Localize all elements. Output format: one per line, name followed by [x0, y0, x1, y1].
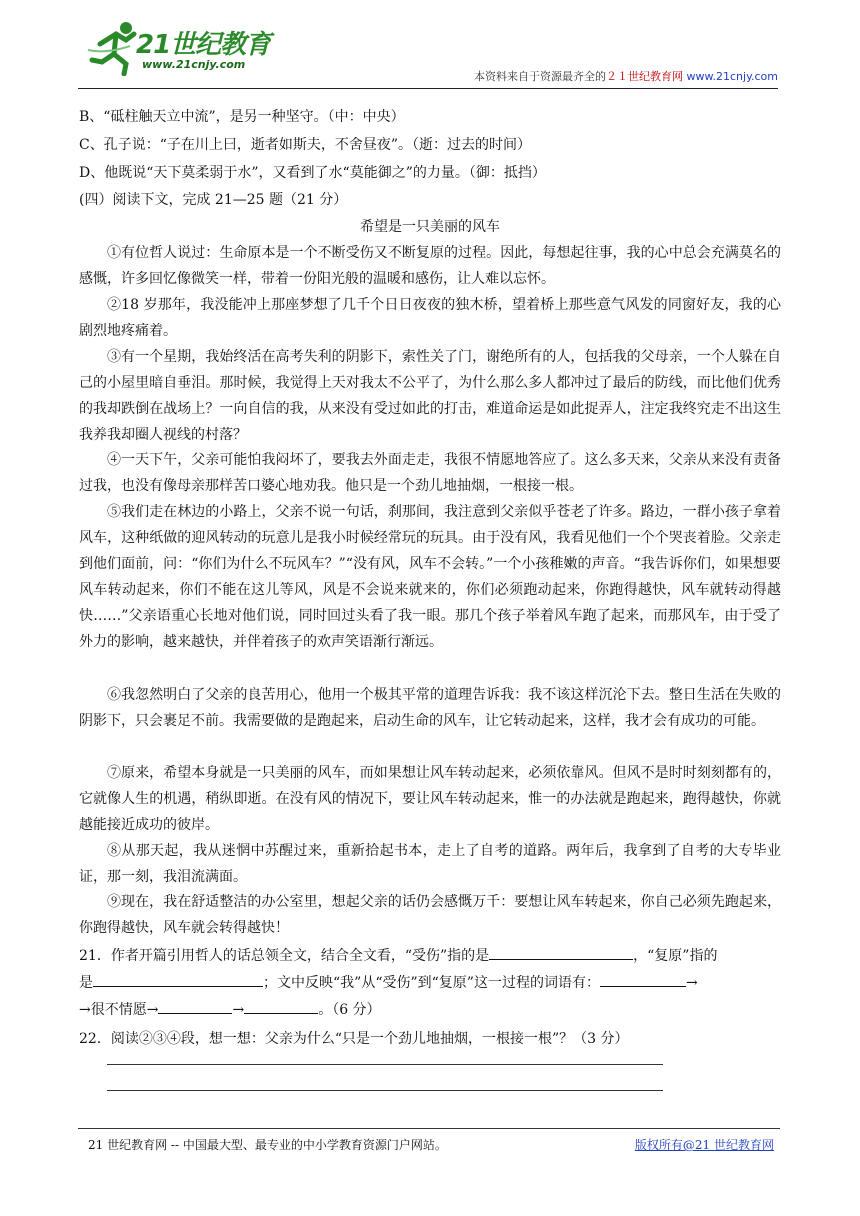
header-note-prefix: 本资料来自于资源最齐全的: [474, 70, 607, 83]
q21-text-g: 。（6 分）: [318, 1002, 381, 1018]
q21-blank-word-3[interactable]: [244, 999, 318, 1014]
q21-line-2: [79, 972, 698, 992]
q21-text-b: ，“复原”指的: [633, 948, 718, 964]
option-b: B、“砥柱触天立中流”，是另一种坚守。（中：中央）: [79, 109, 405, 125]
footer-copyright-link[interactable]: 版权所有@21 世纪教育网: [634, 1138, 774, 1152]
runner-logo-icon: [86, 20, 142, 76]
article-title: 希望是一只美丽的风车: [360, 219, 500, 235]
q22-question: 22．阅读②③④段，想一想：父亲为什么“只是一个劲儿地抽烟，一根接一根”？（3 分）: [79, 1031, 629, 1047]
paragraph-2: ②18 岁那年，我没能冲上那座梦想了几千个日日夜夜的独木桥，望着桥上那些意气风发的同窗好友，我的心剧烈地疼痛着。: [79, 297, 781, 339]
header-divider: [78, 88, 778, 89]
page-header: [78, 18, 778, 88]
q21-text-a: 21．作者开篇引用哲人的话总领全文，结合全文看，“受伤”指的是: [79, 948, 490, 964]
paragraph-9: ⑨现在，我在舒适整洁的办公室里，想起父亲的话仍会感慨万千：要想让风车转起来，你自己必须先跑起来，你跑得越快，风车就会转得越快！: [79, 894, 781, 936]
header-note-url[interactable]: www.21cnjy.com: [686, 70, 778, 83]
logo-url: www.21cnjy.com: [142, 58, 246, 71]
q21-line-1: [79, 945, 717, 965]
q21-text-c: 是: [79, 975, 93, 991]
footer-site-description: 21 世纪教育网 -- 中国最大型、最专业的中小学教育资源门户网站。: [88, 1138, 447, 1152]
paragraph-3: ③有一个星期，我始终活在高考失利的阴影下，索性关了门，谢绝所有的人，包括我的父母亲，一个人躲在自己的小屋里暗自垂泪。那时候，我觉得上天对我太不公平了，为什么那么多人都冲过了最后的防线，而比他们优秀的我却跌倒在战场上？一向自信的我，从来没有受过如此的打击，难道命运是如此捉弄人，注定我终究走不出这生我养我却圈人视线的村落？: [79, 349, 781, 443]
option-d: D、他既说“天下莫柔弱于水”，又看到了水“莫能御之”的力量。（御：抵挡）: [79, 165, 546, 181]
header-note-site[interactable]: ２１世纪教育网: [606, 70, 684, 83]
section-heading: (四）阅读下文，完成 21—25 题（21 分）: [79, 192, 348, 208]
paragraph-1: ①有位哲人说过：生命原本是一个不断受伤又不断复原的过程。因此，每想起往事，我的心中总会充满莫名的感慨，许多回忆像微笑一样，带着一份阳光般的温暖和感伤，让人难以忘怀。: [79, 245, 781, 287]
paragraph-4: ④一天下午，父亲可能怕我闷坏了，要我去外面走走，我很不情愿地答应了。这么多天来，父亲从来没有责备过我，也没有像母亲那样苦口婆心地劝我。他只是一个劲儿地抽烟，一根接一根。: [79, 452, 781, 494]
q21-blank-recovery[interactable]: [93, 972, 263, 987]
site-logo: [78, 18, 298, 80]
q22-answer-line-2[interactable]: [107, 1090, 663, 1091]
q21-text-e: →很不情愿→: [79, 1002, 159, 1018]
q21-text-d: ；文中反映“我”从“受伤”到“复原”这一过程的词语有：: [263, 975, 600, 991]
q21-blank-injury[interactable]: [489, 945, 633, 960]
logo-text: 21世纪教育: [136, 30, 271, 60]
paragraph-7: ⑦原来，希望本身就是一只美丽的风车，而如果想让风车转动起来，必须依靠风。但风不是时时刻刻都有的，它就像人生的机遇，稍纵即逝。在没有风的情况下，要让风车转动起来，惟一的办法就是跑起来，跑得越快，你就越能接近成功的彼岸。: [79, 765, 781, 833]
paragraph-8: ⑧从那天起，我从迷惘中苏醒过来，重新拾起书本，走上了自考的道路。两年后，我拿到了自考的大专毕业证，那一刻，我泪流满面。: [79, 843, 781, 885]
paragraph-5: ⑤我们走在林边的小路上，父亲不说一句话，刹那间，我注意到父亲似乎苍老了许多。路边，一群小孩子拿着风车，这种纸做的迎风转动的玩意儿是我小时候经常玩的玩具。由于没有风，我看见他们一个个哭丧着脸。父亲走到他们面前，问：“你们为什么不玩风车？”“没有风，风车不会转。”一个小孩稚嫩的声音。“我告诉你们，如果想要风车转动起来，你们不能在这儿等风，风是不会说来就来的，你们必须跑动起来，你跑得越快，风车就转动得越快……”父亲语重心长地对他们说，同时回过头看了我一眼。那几个孩子举着风车跑了起来，而那风车，由于受了外力的影响，越来越快，并伴着孩子的欢声笑语渐行渐远。: [79, 504, 781, 650]
q21-blank-word-2[interactable]: [158, 999, 232, 1014]
q21-blank-word-1[interactable]: [600, 972, 686, 987]
q22-answer-line-1[interactable]: [107, 1064, 663, 1065]
paragraph-6: ⑥我忽然明白了父亲的良苦用心，他用一个极其平常的道理告诉我：我不该这样沉沦下去。整日生活在失败的阴影下，只会裹足不前。我需要做的是跑起来，启动生命的风车，让它转动起来，这样，我才会有成功的可能。: [79, 687, 781, 729]
q21-arrow: →: [685, 975, 698, 991]
option-c: C、孔子说：“子在川上曰，逝者如斯夫，不舍昼夜”。（逝：过去的时间）: [79, 137, 532, 153]
footer-divider: [78, 1128, 780, 1129]
q21-text-f: →: [232, 1002, 245, 1018]
header-note: [474, 68, 778, 84]
q21-line-3: [79, 999, 381, 1019]
